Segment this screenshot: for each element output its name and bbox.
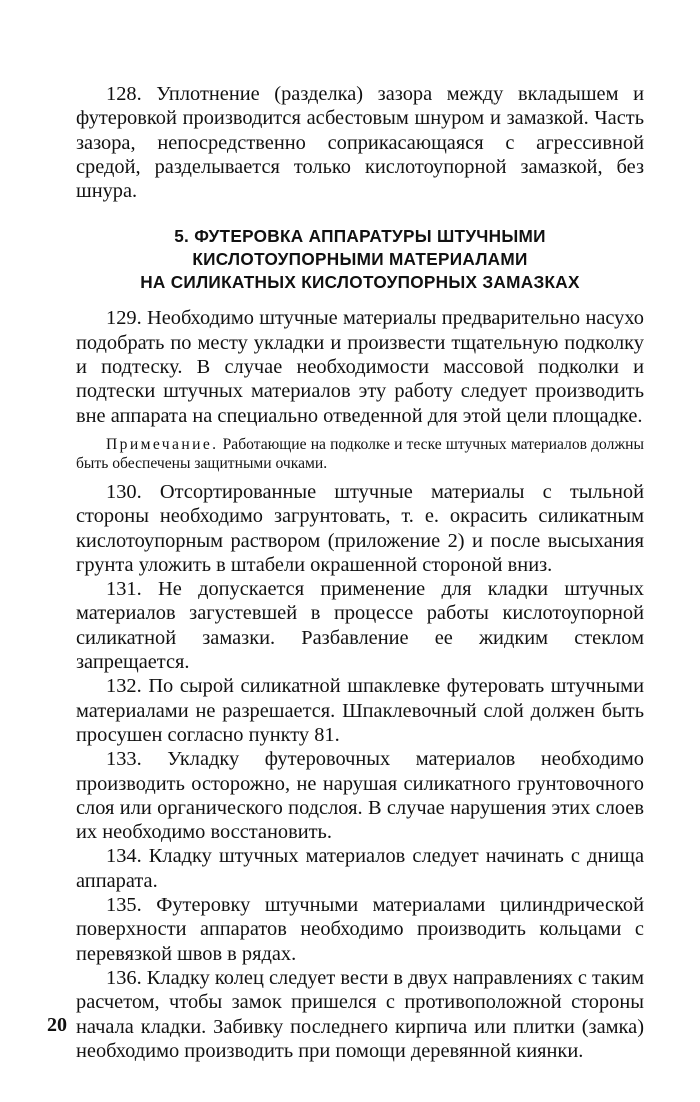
- paragraph-133: 133. Укладку футеровочных материалов необходимо производить осторожно, не нарушая силикатного грунтовочного слоя или органического подслоя. В случае нарушения этих слоев их необходимо восстановить.: [76, 748, 644, 844]
- note-label: Примечание.: [106, 435, 219, 453]
- paragraph-129: 129. Необходимо штучные материалы предварительно насухо подобрать по месту укладки и произвести тщательную подколку и подтеску. В случае необходимости массовой подколки и подтески штучных материалов эту работу следует производить вне аппарата на специально отведенной для этой цели площадке.: [76, 307, 644, 427]
- section-heading-line-3: НА СИЛИКАТНЫХ КИСЛОТОУПОРНЫХ ЗАМАЗКАХ: [140, 272, 580, 293]
- paragraph-132: 132. По сырой силикатной шпаклевке футеровать штучными материалами не разрешается. Шпаклевочный слой должен быть просушен согласно пункту 81.: [76, 675, 644, 746]
- section-heading-line-1: 5. ФУТЕРОВКА АППАРАТУРЫ ШТУЧНЫМИ: [174, 226, 546, 247]
- paragraph-131: 131. Не допускается применение для кладки штучных материалов загустевшей в процессе работы кислотоупорной силикатной замазки. Разбавление ее жидким стеклом запрещается.: [76, 578, 644, 674]
- page-number: 20: [47, 1014, 67, 1036]
- page-body: [76, 82, 644, 1063]
- section-heading: [76, 225, 644, 294]
- note-text: Работающие на подколке и теске штучных материалов должны быть обеспечены защитными очками.: [76, 435, 644, 473]
- note: [76, 435, 644, 474]
- paragraph-128: 128. Уплотнение (разделка) зазора между вкладышем и футеровкой производится асбестовым шнуром и замазкой. Часть зазора, непосредственно соприкасающаяся с агрессивной средой, разделывается только кислотоупорной замазкой, без шнура.: [76, 83, 644, 203]
- paragraph-134: 134. Кладку штучных материалов следует начинать с днища аппарата.: [76, 845, 644, 892]
- section-heading-line-2: КИСЛОТОУПОРНЫМИ МАТЕРИАЛАМИ: [192, 249, 528, 270]
- paragraph-136: 136. Кладку колец следует вести в двух направлениях с таким расчетом, чтобы замок пришелся с противоположной стороны начала кладки. Забивку последнего кирпича или плитки (замка) необходимо производить при помощи деревянной киянки.: [76, 966, 644, 1062]
- paragraph-135: 135. Футеровку штучными материалами цилиндрической поверхности аппаратов необходимо производить кольцами с перевязкой швов в рядах.: [76, 894, 644, 965]
- paragraph-130: 130. Отсортированные штучные материалы с тыльной стороны необходимо загрунтовать, т. е. окрасить силикатным кислотоупорным раствором (приложение 2) и после высыхания грунта уложить в штабели окрашенной стороной вниз.: [76, 480, 644, 576]
